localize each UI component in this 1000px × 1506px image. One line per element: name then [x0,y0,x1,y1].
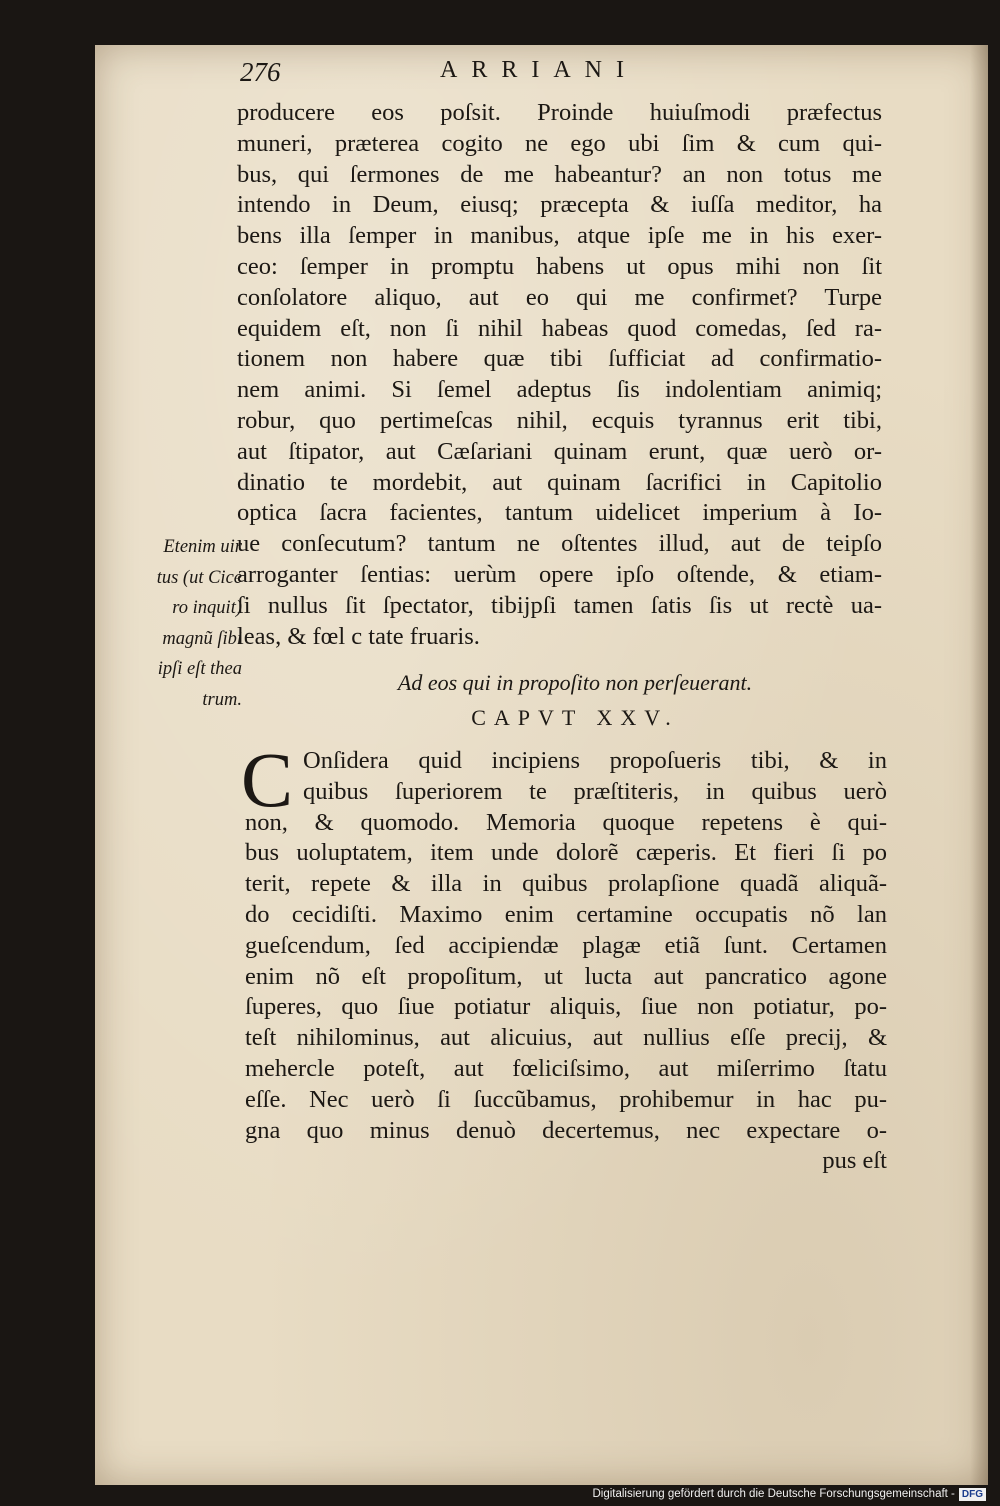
text-line: nem animi. Si ſemel adeptus ſis indolentiam animiq; [237,376,882,404]
text-line: arroganter ſentias: uerùm opere ipſo oſtende, & etiam- [237,560,882,588]
text-line: terit, repete & illa in quibus prolapſione quadã aliquã- [245,870,887,898]
page-edge-shadow [970,45,988,1485]
catchword: pus eſt [822,1147,887,1175]
text-line: bus, qui ſermones de me habeantur? an non totus me [237,160,882,188]
page-header [240,57,880,93]
margin-note-line: ro inquit) [172,598,242,619]
margin-note-line: Etenim uir [163,537,242,557]
text-line: producere eos poſsit. Proinde huiuſmodi præfectus [237,99,882,126]
margin-note-line: ipſi eſt thea [157,659,242,680]
page-number: 276 [240,57,281,87]
dfg-logo: DFG [959,1488,986,1501]
text-line: intendo in Deum, eiusq; præcepta & iuſſa meditor, ha [237,191,882,219]
digitization-credit-text: Digitalisierung gefördert durch die Deutsche Forschungsgemeinschaft - [592,1488,955,1500]
text-line: eſſe. Nec uerò ſi ſuccũbamus, prohibemur in hac pu- [245,1085,887,1113]
text-line: ſi nullus ſit ſpectator, tibijpſi tamen ſatis ſis ut rectè ua- [237,591,882,619]
text-line: leas, & fœl c tate fruaris. [237,622,480,650]
text-line: dinatio te mordebit, aut quinam ſacrifici in Capitolio [237,468,882,496]
text-line: mehercle poteſt, aut fœliciſsimo, aut miſerrimo ſtatu [245,1054,887,1082]
section-heading: Ad eos qui in propoſito non perſeuerant. [397,670,753,695]
text-line: ſuperes, quo ſiue potiatur aliquis, ſiue non potiatur, po- [245,993,887,1021]
text-line: gueſcendum, ſed accipiendæ plagæ etiã ſunt. Certamen [245,931,887,959]
text-line: ceo: ſemper in promptu habens ut opus mihi non ſit [237,252,882,280]
text-line: equidem eſt, non ſi nihil habeas quod comedas, ſed ra- [237,314,882,342]
text-line: tionem non habere quæ tibi ſufficiat ad confirmatio- [237,345,882,373]
chapter-title: CAPVT XXV. [471,705,679,730]
text-line: teſt nihilominus, aut alicuius, aut nullius eſſe precij, & [245,1024,887,1052]
text-line: gna quo minus denuò decertemus, nec expectare o- [245,1116,887,1144]
margin-note-line: magnũ ſibi [162,628,242,649]
text-line: ue conſecutum? tantum ne oſtentes illud, aut de teipſo [237,530,882,558]
digitization-credit [592,1488,986,1504]
text-line: do cecidiſti. Maximo enim certamine occupatis nõ lan [245,900,887,928]
text-line: robur, quo pertimeſcas nihil, ecquis tyrannus erit tibi, [237,406,882,434]
text-line: Onſidera quid incipiens propoſueris tibi, & in [303,747,887,774]
text-line: bens illa ſemper in manibus, atque ipſe me in his exer- [237,222,882,250]
text-line: aut ſtipator, aut Cæſariani quinam erunt, quæ uerò or- [237,437,882,465]
text-line: optica ſacra facientes, tantum uidelicet imperium à Io- [237,499,882,527]
text-line: muneri, præterea cogito ne ego ubi ſim & cum qui- [237,129,882,157]
drop-cap-initial: C [241,736,294,823]
chapter-text [241,736,887,1177]
text-line: quibus ſuperiorem te præſtiteris, in quibus uerò [303,777,887,805]
text-line: conſolatore aliquo, aut eo qui me confirmet? Turpe [237,283,882,311]
margin-note-line: tus (ut Cice [156,567,242,588]
text-line: bus uoluptatem, item unde dolorẽ cæperis. Et fieri ſi po [245,839,887,867]
text-line: enim nõ eſt propoſitum, ut lucta aut pancratico agone [245,962,887,990]
body-text [237,98,882,652]
margin-note-line: trum. [202,689,242,710]
margin-note [134,532,242,716]
running-head: ARRIANI [440,57,638,83]
text-line: non, & quomodo. Memoria quoque repetens è qui- [245,808,887,836]
